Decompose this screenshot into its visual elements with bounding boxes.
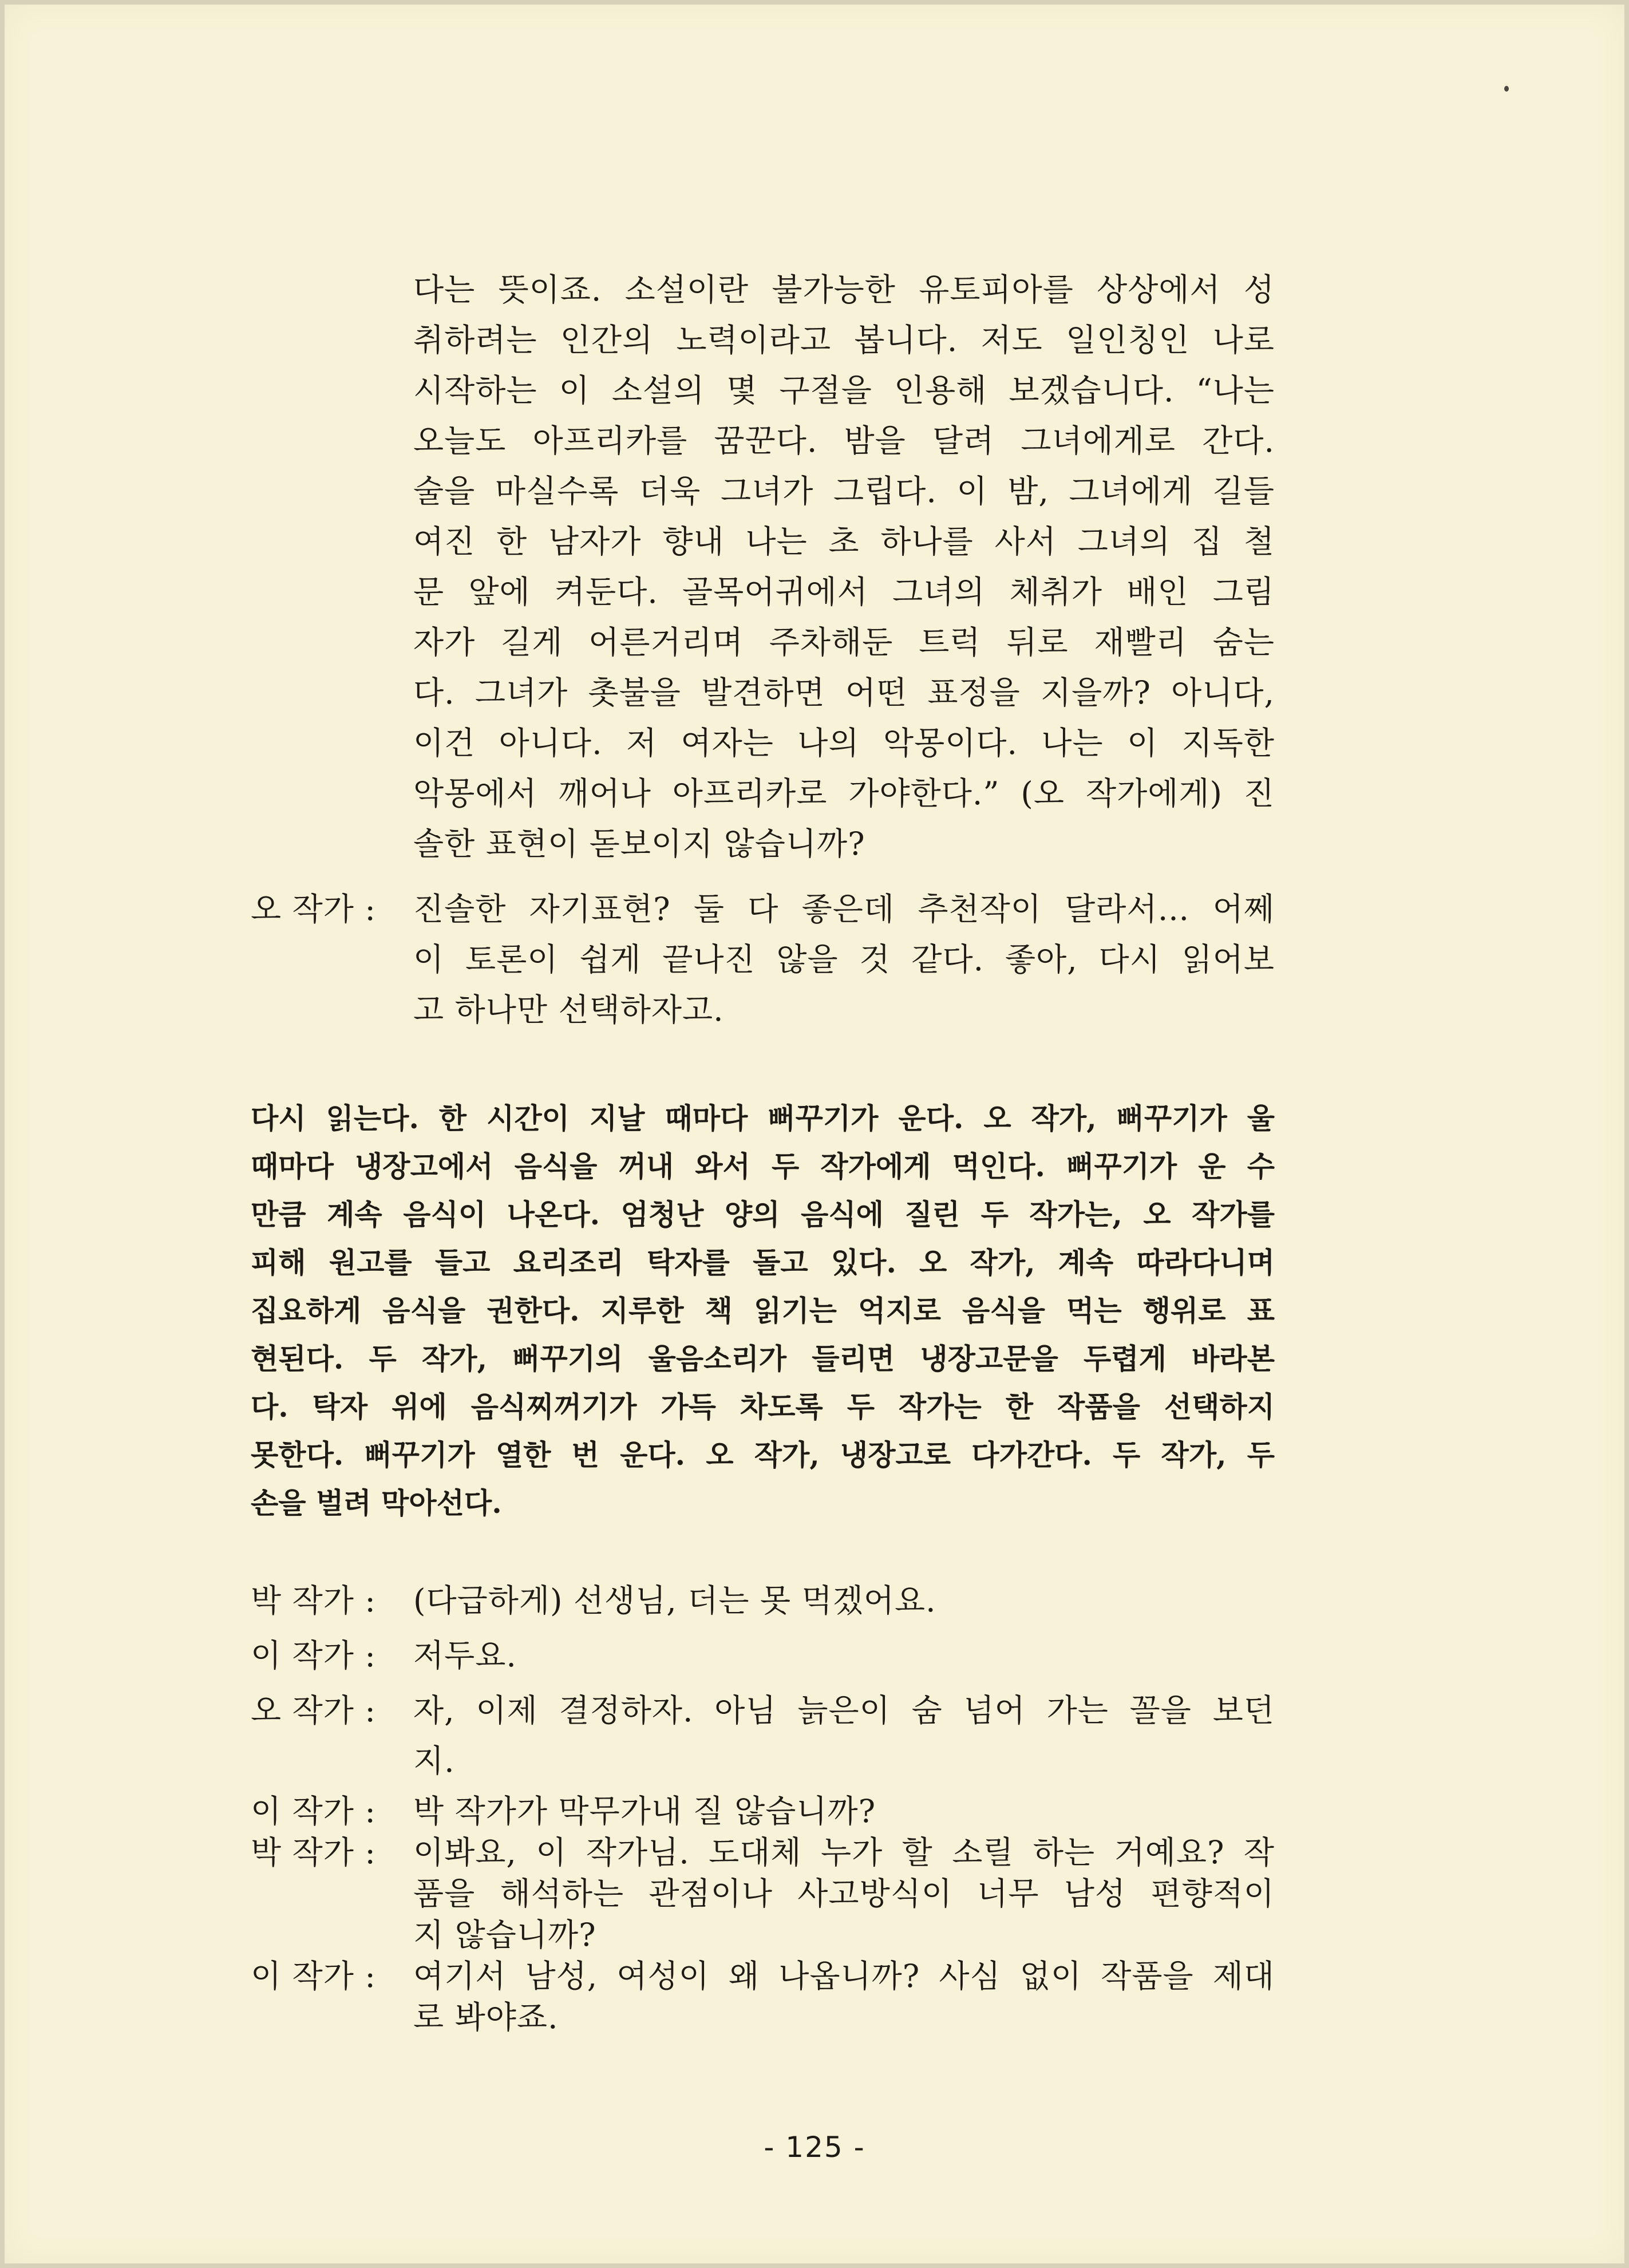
page-speck	[1504, 86, 1509, 92]
paragraph-line: 솔한 표현이 돋보이지 않습니까?	[413, 825, 865, 862]
dialog-text	[413, 1575, 1275, 1626]
dialog-text	[413, 1791, 1275, 1832]
dialog-entry	[251, 1791, 1275, 1832]
paragraph-line: 다. 그녀가 촛불을 발견하면 어떤 표정을 지을까? 아니다,	[413, 674, 1275, 711]
dialog-text	[413, 1832, 1275, 1955]
dialog-line: 진솔한 자기표현? 둘 다 좋은데 추천작이 달라서… 어쩨	[413, 891, 1275, 927]
speaker-label: 이 작가 :	[251, 1637, 376, 1674]
dialog-line: 이봐요, 이 작가님. 도대체 누가 할 소릴 하는 거예요? 작	[413, 1834, 1275, 1871]
dialog-text	[413, 884, 1275, 1035]
paragraph-line: 취하려는 인간의 노력이라고 봅니다. 저도 일인칭인 나로	[413, 322, 1275, 358]
dialog-text	[413, 1630, 1275, 1681]
paragraph-line: 이건 아니다. 저 여자는 나의 악몽이다. 나는 이 지독한	[413, 725, 1275, 761]
speaker-label: 오 작가 :	[251, 891, 376, 927]
stage-direction-line: 다. 탁자 위에 음식찌꺼기가 가득 차도록 두 작가는 한 작품을 선택하지	[251, 1390, 1275, 1424]
dialog-line: 저두요.	[413, 1637, 517, 1674]
stage-direction-line: 만큼 계속 음식이 나온다. 엄청난 양의 음식에 질린 두 작가는, 오 작가를	[251, 1198, 1275, 1231]
dialog-text	[413, 1955, 1275, 2038]
paragraph-line: 다는 뜻이죠. 소설이란 불가능한 유토피아를 상상에서 성	[413, 271, 1275, 308]
stage-direction	[251, 1095, 1275, 1527]
dialog-section-1	[251, 884, 1275, 1035]
paragraph-line: 악몽에서 깨어나 아프리카로 가야한다.” (오 작가에게) 진	[413, 775, 1275, 812]
dialog-line: 고 하나만 선택하자고.	[413, 991, 724, 1028]
dialog-section-2	[251, 1575, 1275, 2038]
dialog-line: 지 않습니까?	[413, 1917, 596, 1953]
stage-direction-line: 피해 원고를 들고 요리조리 탁자를 돌고 있다. 오 작가, 계속 따라다니며	[251, 1246, 1275, 1279]
dialog-entry	[251, 1955, 1275, 2038]
stage-direction-line: 손을 벌려 막아선다.	[251, 1486, 502, 1520]
dialog-line: 박 작가가 막무가내 질 않습니까?	[413, 1793, 876, 1830]
paragraph-line: 문 앞에 켜둔다. 골목어귀에서 그녀의 체취가 배인 그림	[413, 574, 1275, 610]
dialog-line: 품을 해석하는 관점이나 사고방식이 너무 남성 편향적이	[413, 1875, 1275, 1912]
dialog-line: 자, 이제 결정하자. 아님 늙은이 숨 넘어 가는 꼴을 보던	[413, 1692, 1275, 1729]
dialog-line: 로 봐야죠.	[413, 1999, 559, 2036]
dialog-entry	[251, 1630, 1275, 1681]
paragraph-line: 여진 한 남자가 향내 나는 초 하나를 사서 그녀의 집 철	[413, 523, 1275, 560]
stage-direction-line: 현된다. 두 작가, 뻐꾸기의 울음소리가 들리면 냉장고문을 두렵게 바라본	[251, 1342, 1275, 1376]
paragraph-line: 시작하는 이 소설의 몇 구절을 인용해 보겠습니다. “나는	[413, 372, 1275, 409]
opening-paragraph	[413, 264, 1275, 869]
page-number: - 125 -	[764, 2131, 865, 2164]
speaker-label: 이 작가 :	[251, 1793, 376, 1830]
stage-direction-line: 못한다. 뻐꾸기가 열한 번 운다. 오 작가, 냉장고로 다가간다. 두 작가, 두	[251, 1438, 1275, 1472]
dialog-entry	[251, 1832, 1275, 1955]
stage-direction-line: 다시 읽는다. 한 시간이 지날 때마다 뻐꾸기가 운다. 오 작가, 뻐꾸기가 울	[251, 1101, 1275, 1135]
dialog-text	[413, 1685, 1275, 1786]
paragraph-line: 술을 마실수록 더욱 그녀가 그립다. 이 밤, 그녀에게 길들	[413, 473, 1275, 509]
dialog-line: 여기서 남성, 여성이 왜 나옵니까? 사심 없이 작품을 제대	[413, 1958, 1275, 1994]
stage-direction-line: 집요하게 음식을 권한다. 지루한 책 읽기는 억지로 음식을 먹는 행위로 표	[251, 1294, 1275, 1327]
speaker-label: 오 작가 :	[251, 1692, 376, 1729]
stage-direction-line: 때마다 냉장고에서 음식을 꺼내 와서 두 작가에게 먹인다. 뻐꾸기가 운 수	[251, 1149, 1275, 1183]
dialog-line: (다급하게) 선생님, 더는 못 먹겠어요.	[413, 1582, 936, 1619]
speaker-label: 이 작가 :	[251, 1958, 376, 1994]
speaker-label: 박 작가 :	[251, 1582, 376, 1619]
dialog-line: 지.	[413, 1743, 455, 1779]
speaker-label: 박 작가 :	[251, 1834, 376, 1871]
paragraph-line: 오늘도 아프리카를 꿈꾼다. 밤을 달려 그녀에게로 간다.	[413, 422, 1275, 459]
dialog-entry	[251, 1685, 1275, 1786]
dialog-entry	[251, 1575, 1275, 1626]
paragraph-line: 자가 길게 어른거리며 주차해둔 트럭 뒤로 재빨리 숨는	[413, 624, 1275, 661]
dialog-entry	[251, 884, 1275, 1035]
dialog-line: 이 토론이 쉽게 끝나진 않을 것 같다. 좋아, 다시 읽어보	[413, 941, 1275, 978]
